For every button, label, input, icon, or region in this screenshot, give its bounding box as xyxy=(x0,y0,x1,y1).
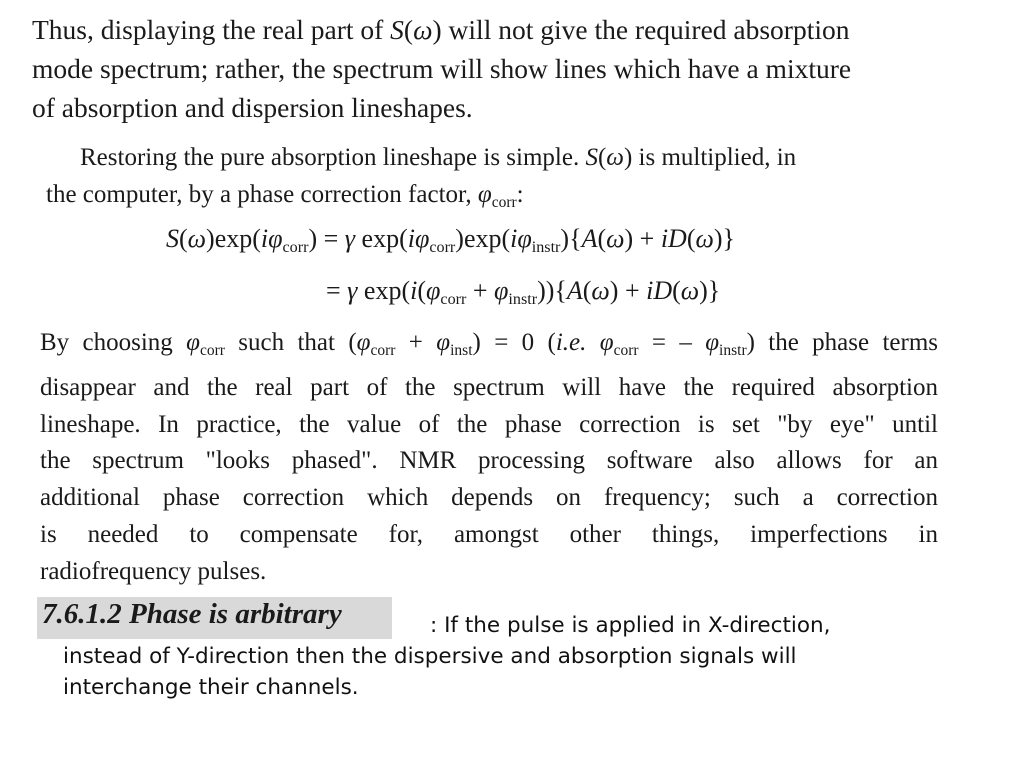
paragraph-1-line-3: of absorption and dispersion lineshapes. xyxy=(32,92,473,123)
paragraph-3-line-6: is needed to compensate for, amongst other things, imperfections in xyxy=(40,520,938,548)
equation-1: $S(\omega)\exp(i\varphi_{corr}) = \gamma$ $\exp(i\varphi_{corr})\exp(i\varphi_{instr})\{A(\omega) + iD(\omega)\}$ xyxy=(166,224,735,257)
section-heading xyxy=(37,597,392,639)
paragraph-2-line-2: the computer, by a phase correction factor, $\varphi_{corr}$: xyxy=(46,181,524,211)
equation-2: = γ $\exp(i(\varphi_{corr} + \varphi_{instr}))\{A(\omega) + iD(\omega)\}$ xyxy=(326,276,721,309)
paragraph-3-line-5: additional phase correction which depends on frequency; such a correction xyxy=(40,484,938,512)
note-line-1: : If the pulse is applied in X-direction, xyxy=(430,613,831,638)
paragraph-3 xyxy=(40,325,938,591)
paragraph-1 xyxy=(32,10,851,127)
paragraph-1-line-2: mode spectrum; rather, the spectrum will show lines which have a mixture xyxy=(32,53,852,84)
paragraph-3-line-3: lineshape. In practice, the value of the phase correction is set "by eye" until xyxy=(40,410,938,438)
paragraph-3-line-1: By choosing $\varphi_{corr}$ such that $(\varphi_{corr} + \varphi_{inst}) = 0$ (i.e. $\varphi_{corr}$ = – $\varphi_{instr}$) the phase terms xyxy=(40,329,938,359)
section-heading-text: 7.6.1.2 Phase is arbitrary xyxy=(42,598,342,630)
paragraph-3-line-7: radiofrequency pulses. xyxy=(40,557,267,585)
paragraph-2 xyxy=(46,139,796,221)
note-line-2: instead of Y-direction then the dispersive and absorption signals will xyxy=(63,644,797,669)
note-line-3: interchange their channels. xyxy=(63,675,359,700)
paragraph-3-line-4: the spectrum "looks phased". NMR processing software also allows for an xyxy=(40,447,938,475)
paragraph-2-line-1: Restoring the pure absorption lineshape is simple. S(ω) is multiplied, in xyxy=(80,144,797,171)
paragraph-3-line-2: disappear and the real part of the spectrum will have the required absorption xyxy=(40,373,938,401)
paragraph-1-line-1: Thus, displaying the real part of S(ω) will not give the required absorption xyxy=(32,14,850,45)
